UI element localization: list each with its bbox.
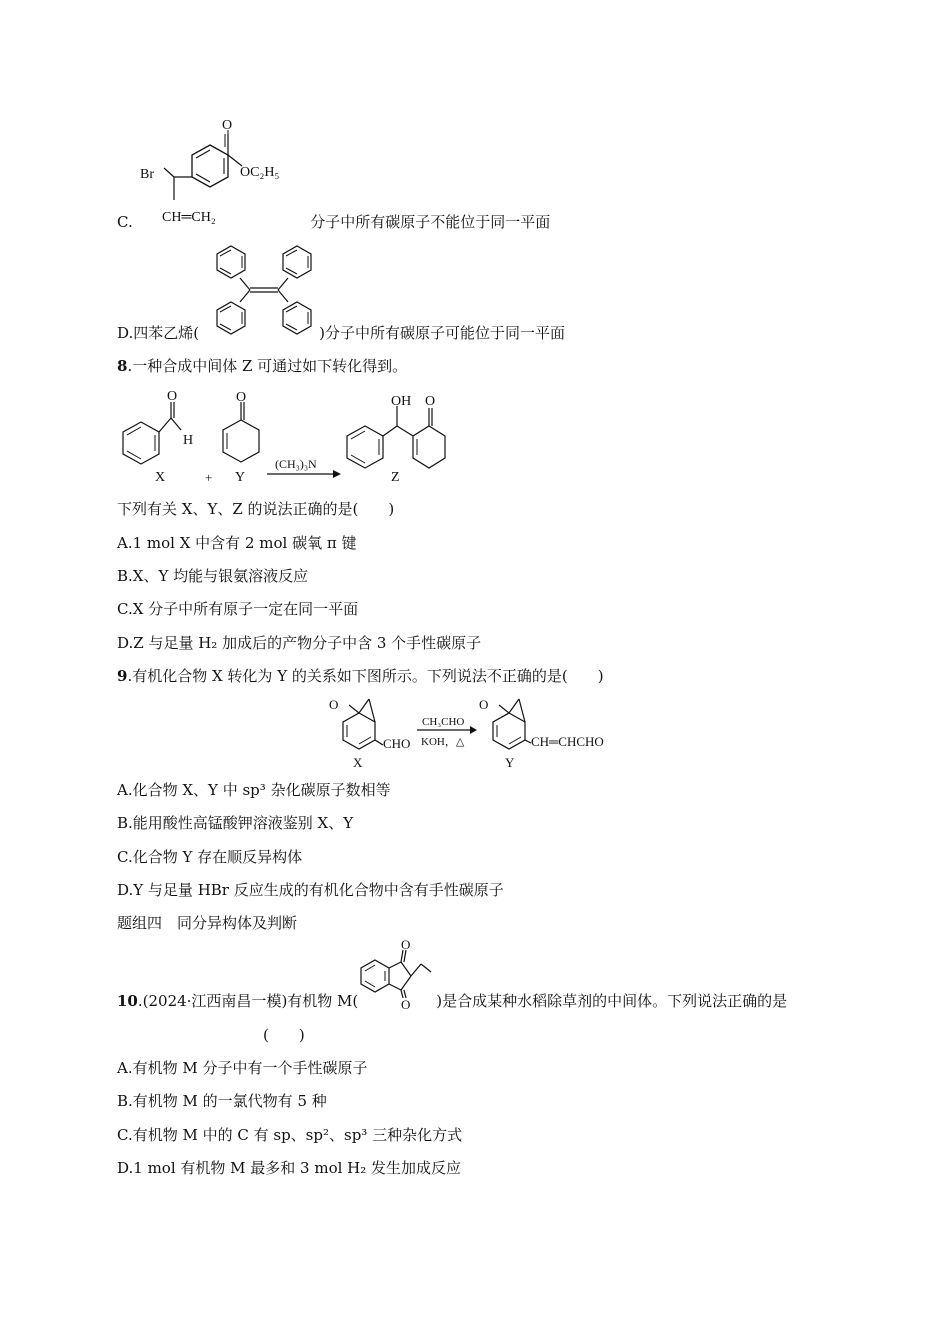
q10-answer-paren: ( ) [263, 1026, 305, 1044]
q9-reaction-scheme [325, 695, 625, 775]
q10-option-c: C.有机物 M 中的 C 有 sp、sp²、sp³ 三种杂化方式 [117, 1126, 463, 1144]
q8-stem [117, 356, 407, 376]
y-furan-o: O [479, 697, 489, 712]
group4-title: 题组四 同分异构体及判断 [117, 914, 298, 932]
q8-option-c: C.X 分子中所有原子一定在同一平面 [117, 600, 359, 618]
plus-sign: + [205, 470, 213, 485]
z-oh-label: OH [391, 394, 412, 409]
x-cho-label: CHO [383, 736, 411, 751]
carbonyl-o-label: O [222, 118, 233, 133]
y-chain-label: CH═CHCHO [531, 734, 604, 749]
reagent-bottom: KOH，△ [421, 736, 465, 748]
q10-option-d: D.1 mol 有机物 M 最多和 3 mol H₂ 发生加成反应 [117, 1159, 462, 1177]
q7-option-d [117, 323, 565, 343]
option-c-text: 分子中所有碳原子不能位于同一平面 [310, 213, 551, 231]
x-label: X [353, 755, 363, 770]
ketone-o-bottom: O [401, 997, 411, 1012]
z-ketone-o: O [425, 394, 436, 409]
q8-option-d: D.Z 与足量 H₂ 加成后的产物分子中含 3 个手性碳原子 [117, 634, 482, 652]
question-number: 10 [117, 992, 138, 1010]
q8-option-b: B.X、Y 均能与银氨溶液反应 [117, 567, 309, 585]
x-label: X [155, 470, 166, 485]
q10-option-a: A.有机物 M 分子中有一个手性碳原子 [117, 1059, 368, 1077]
option-d-text: )分子中所有碳原子可能位于同一平面 [319, 324, 565, 342]
question-stem-a: .(2024·江西南昌一模)有机物 M( [137, 992, 359, 1010]
z-label: Z [391, 470, 400, 485]
q9-stem [117, 666, 604, 686]
question-stem-b: )是合成某种水稻除草剂的中间体。下列说法正确的是 [436, 992, 788, 1010]
reagent-top: CH₃CHO [422, 716, 465, 728]
q10-stem [117, 991, 787, 1011]
vinyl-label: CH═CH₂ [162, 210, 216, 225]
q8-reaction-scheme [115, 388, 475, 493]
option-c-prefix: C. [117, 213, 133, 231]
question-stem: .一种合成中间体 Z 可通过如下转化得到。 [127, 357, 408, 375]
q9-option-b: B.能用酸性高锰酸钾溶液鉴别 X、Y [117, 814, 354, 832]
q8-question: 下列有关 X、Y、Z 的说法正确的是( ) [117, 500, 395, 518]
y-ketone-o: O [236, 390, 247, 405]
question-stem: .有机化合物 X 转化为 Y 的关系如下图所示。下列说法不正确的是( ) [127, 667, 604, 685]
y-label: Y [235, 470, 246, 485]
y-label: Y [505, 755, 515, 770]
q9-option-d: D.Y 与足量 HBr 反应生成的有机化合物中含有手性碳原子 [117, 881, 504, 899]
q8-option-a: A.1 mol X 中含有 2 mol 碳氧 π 键 [117, 534, 357, 552]
br-label: Br [140, 167, 154, 182]
q10-option-b: B.有机物 M 的一氯代物有 5 种 [117, 1092, 327, 1110]
x-furan-o: O [329, 697, 339, 712]
option-d-prefix: D.四苯乙烯( [117, 324, 200, 342]
question-number: 9 [117, 667, 128, 685]
question-number: 8 [117, 357, 128, 375]
x-aldehyde-o: O [167, 389, 178, 404]
oc2h5-label: OC₂H₅ [240, 165, 280, 180]
q9-option-a: A.化合物 X、Y 中 sp³ 杂化碳原子数相等 [117, 781, 391, 799]
x-aldehyde-h: H [183, 433, 194, 448]
q7-option-c [117, 212, 550, 232]
q9-option-c: C.化合物 Y 存在顺反异构体 [117, 848, 303, 866]
ketone-o-top: O [401, 937, 411, 952]
reagent-label: (CH₃)₃N [275, 457, 317, 471]
